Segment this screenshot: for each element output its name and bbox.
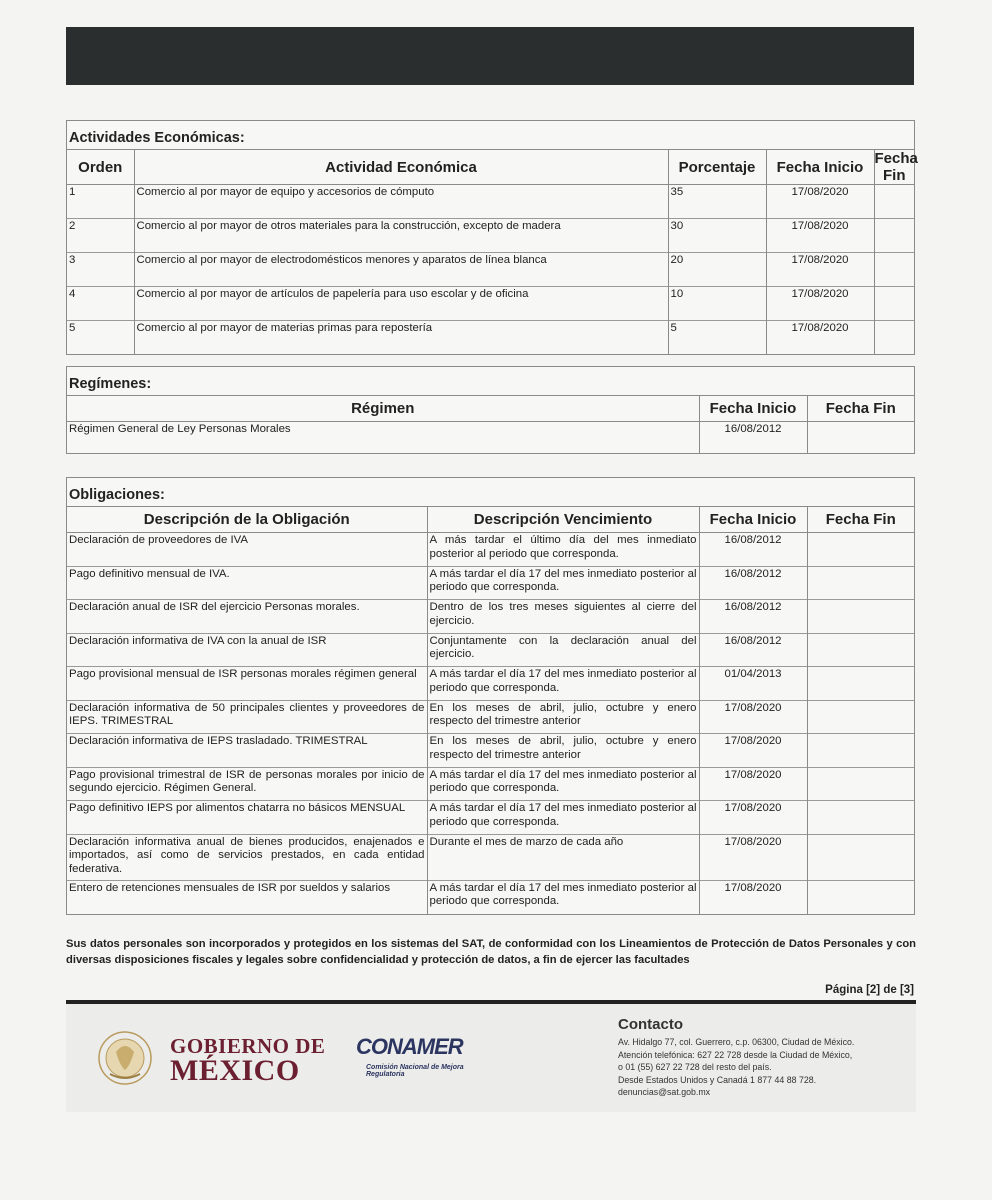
actividades-header-row <box>67 150 914 185</box>
table-row <box>67 321 914 355</box>
fecha-fin-cell <box>807 566 914 600</box>
table-row <box>67 253 914 287</box>
fecha-inicio-cell: 17/08/2020 <box>699 700 807 734</box>
col-actividad: Actividad Económica <box>134 150 668 185</box>
vencimiento-cell: A más tardar el día 17 del mes inmediato posterior al periodo que corresponda. <box>427 566 699 600</box>
table-row <box>67 566 914 600</box>
obligacion-cell: Pago provisional trimestral de ISR de personas morales por inicio de segundo ejercicio. Régimen General. <box>67 767 427 801</box>
table-row <box>67 633 914 667</box>
contact-phone-cdmx: Atención telefónica: 627 22 728 desde la Ciudad de México, <box>618 1049 853 1060</box>
obligacion-cell: Declaración de proveedores de IVA <box>67 533 427 567</box>
fecha-inicio-cell: 17/08/2020 <box>766 321 874 355</box>
actividad-cell: Comercio al por mayor de otros materiales para la construcción, excepto de madera <box>134 219 668 253</box>
fecha-fin-cell <box>807 734 914 768</box>
fecha-inicio-cell: 16/08/2012 <box>699 422 807 454</box>
orden-cell: 1 <box>67 185 134 219</box>
col-fecha-inicio: Fecha Inicio <box>766 150 874 185</box>
col-fecha-inicio: Fecha Inicio <box>699 507 807 533</box>
fecha-fin-cell <box>874 219 914 253</box>
contact-phone-national: o 01 (55) 627 22 728 del resto del país. <box>618 1062 772 1072</box>
vencimiento-cell: A más tardar el día 17 del mes inmediato posterior al periodo que corresponda. <box>427 801 699 835</box>
vencimiento-cell: A más tardar el día 17 del mes inmediato posterior al periodo que corresponda. <box>427 667 699 701</box>
fecha-inicio-cell: 17/08/2020 <box>699 767 807 801</box>
actividad-cell: Comercio al por mayor de electrodomésticos menores y aparatos de línea blanca <box>134 253 668 287</box>
col-descripcion: Descripción de la Obligación <box>67 507 427 533</box>
vencimiento-cell: En los meses de abril, julio, octubre y enero respecto del trimestre anterior <box>427 700 699 734</box>
gobierno-logo-line1: GOBIERNO DE <box>170 1034 326 1058</box>
header-bar <box>66 27 914 85</box>
regimen-cell: Régimen General de Ley Personas Morales <box>67 422 699 454</box>
regimenes-section <box>66 366 915 454</box>
table-row <box>67 185 914 219</box>
orden-cell: 3 <box>67 253 134 287</box>
orden-cell: 4 <box>67 287 134 321</box>
fecha-fin-cell <box>874 185 914 219</box>
porcentaje-cell: 30 <box>668 219 766 253</box>
col-orden: Orden <box>67 150 134 185</box>
col-fecha-fin: Fecha Fin <box>807 396 914 422</box>
fecha-fin-cell <box>807 767 914 801</box>
porcentaje-cell: 5 <box>668 321 766 355</box>
table-row <box>67 801 914 835</box>
mexico-emblem-icon <box>94 1022 156 1090</box>
fecha-fin-cell <box>874 321 914 355</box>
porcentaje-cell: 10 <box>668 287 766 321</box>
conamer-logo <box>356 1034 466 1084</box>
actividad-cell: Comercio al por mayor de artículos de papelería para uso escolar y de oficina <box>134 287 668 321</box>
actividades-section <box>66 120 918 355</box>
fecha-inicio-cell: 16/08/2012 <box>699 533 807 567</box>
fecha-inicio-cell: 17/08/2020 <box>766 253 874 287</box>
orden-cell: 2 <box>67 219 134 253</box>
porcentaje-cell: 20 <box>668 253 766 287</box>
contact-phone-usa-canada: Desde Estados Unidos y Canadá 1 877 44 88 728. <box>618 1074 817 1085</box>
contact-address: Av. Hidalgo 77, col. Guerrero, c.p. 06300, Ciudad de México. <box>618 1037 855 1047</box>
obligaciones-table <box>67 506 914 914</box>
fecha-inicio-cell: 17/08/2020 <box>699 880 807 914</box>
fecha-inicio-cell: 17/08/2020 <box>766 219 874 253</box>
porcentaje-cell: 35 <box>668 185 766 219</box>
obligacion-cell: Pago provisional mensual de ISR personas morales régimen general <box>67 667 427 701</box>
actividad-cell: Comercio al por mayor de equipo y accesorios de cómputo <box>134 185 668 219</box>
fecha-inicio-cell: 17/08/2020 <box>766 287 874 321</box>
fecha-fin-cell <box>807 600 914 634</box>
page-number: Página [2] de [3] <box>825 984 914 996</box>
obligacion-cell: Declaración informativa de 50 principales clientes y proveedores de IEPS. TRIMESTRAL <box>67 700 427 734</box>
fecha-fin-cell <box>807 880 914 914</box>
vencimiento-cell: A más tardar el último día del mes inmediato posterior al periodo que corresponda. <box>427 533 699 567</box>
obligacion-cell: Declaración informativa de IEPS trasladado. TRIMESTRAL <box>67 734 427 768</box>
fecha-fin-cell <box>807 633 914 667</box>
fecha-inicio-cell: 17/08/2020 <box>699 734 807 768</box>
obligacion-cell: Pago definitivo mensual de IVA. <box>67 566 427 600</box>
fecha-fin-cell <box>807 667 914 701</box>
orden-cell: 5 <box>67 321 134 355</box>
footer <box>66 1004 916 1112</box>
obligaciones-section <box>66 477 915 915</box>
col-fecha-fin: Fecha Fin <box>807 507 914 533</box>
table-row <box>67 767 914 801</box>
table-row <box>67 533 914 567</box>
fecha-inicio-cell: 01/04/2013 <box>699 667 807 701</box>
table-row <box>67 734 914 768</box>
fecha-inicio-cell: 16/08/2012 <box>699 633 807 667</box>
vencimiento-cell: En los meses de abril, julio, octubre y enero respecto del trimestre anterior <box>427 734 699 768</box>
table-row <box>67 667 914 701</box>
actividades-title: Actividades Económicas: <box>69 130 245 146</box>
fecha-inicio-cell: 16/08/2012 <box>699 600 807 634</box>
regimenes-table <box>67 395 914 453</box>
table-row <box>67 422 914 454</box>
fecha-fin-cell <box>807 801 914 835</box>
conamer-logo-sub: Comisión Nacional de Mejora Regulatoria <box>366 1064 464 1078</box>
col-fecha-fin: Fecha Fin <box>874 150 918 184</box>
fecha-fin-cell <box>874 253 914 287</box>
obligacion-cell: Declaración anual de ISR del ejercicio Personas morales. <box>67 600 427 634</box>
regimenes-title: Regímenes: <box>69 376 152 392</box>
obligaciones-header-row <box>67 507 914 533</box>
privacy-notice: Sus datos personales son incorporados y protegidos en los sistemas del SAT, de conformidad con los Lineamientos de Protección de Datos Personales y con diversas disposiciones fiscales y legales sobre confidencialidad y protección de datos, a fin de ejercer las facultades <box>66 938 916 966</box>
vencimiento-cell: A más tardar el día 17 del mes inmediato posterior al periodo que corresponda. <box>427 767 699 801</box>
vencimiento-cell: Durante el mes de marzo de cada año <box>427 834 699 880</box>
col-fecha-inicio: Fecha Inicio <box>699 396 807 422</box>
contact-block <box>618 1016 908 1099</box>
table-row <box>67 287 914 321</box>
fecha-inicio-cell: 17/08/2020 <box>766 185 874 219</box>
col-vencimiento: Descripción Vencimiento <box>427 507 699 533</box>
obligacion-cell: Declaración informativa anual de bienes producidos, enajenados e importados, así como de servicios prestados, en cada entidad federativa. <box>67 834 427 880</box>
fecha-fin-cell <box>807 422 914 454</box>
fecha-fin-cell <box>807 533 914 567</box>
obligaciones-title: Obligaciones: <box>69 487 165 503</box>
fecha-inicio-cell: 16/08/2012 <box>699 566 807 600</box>
contact-email: denuncias@sat.gob.mx <box>618 1087 711 1097</box>
col-porcentaje: Porcentaje <box>668 150 766 185</box>
fecha-fin-cell <box>807 700 914 734</box>
actividad-cell: Comercio al por mayor de materias primas para repostería <box>134 321 668 355</box>
table-row <box>67 834 914 880</box>
conamer-logo-text: CONAMER <box>356 1034 463 1059</box>
fecha-fin-cell <box>874 287 914 321</box>
obligacion-cell: Pago definitivo IEPS por alimentos chatarra no básicos MENSUAL <box>67 801 427 835</box>
fecha-inicio-cell: 17/08/2020 <box>699 801 807 835</box>
table-row <box>67 700 914 734</box>
actividades-table <box>67 149 918 354</box>
fecha-fin-cell <box>807 834 914 880</box>
vencimiento-cell: Dentro de los tres meses siguientes al cierre del ejercicio. <box>427 600 699 634</box>
obligacion-cell: Declaración informativa de IVA con la anual de ISR <box>67 633 427 667</box>
table-row <box>67 880 914 914</box>
table-row <box>67 219 914 253</box>
contact-title: Contacto <box>618 1016 683 1033</box>
table-row <box>67 600 914 634</box>
col-regimen: Régimen <box>67 396 699 422</box>
obligacion-cell: Entero de retenciones mensuales de ISR por sueldos y salarios <box>67 880 427 914</box>
vencimiento-cell: A más tardar el día 17 del mes inmediato posterior al periodo que corresponda. <box>427 880 699 914</box>
vencimiento-cell: Conjuntamente con la declaración anual del ejercicio. <box>427 633 699 667</box>
gobierno-logo-line2: MÉXICO <box>170 1054 300 1087</box>
regimenes-header-row <box>67 396 914 422</box>
fecha-inicio-cell: 17/08/2020 <box>699 834 807 880</box>
